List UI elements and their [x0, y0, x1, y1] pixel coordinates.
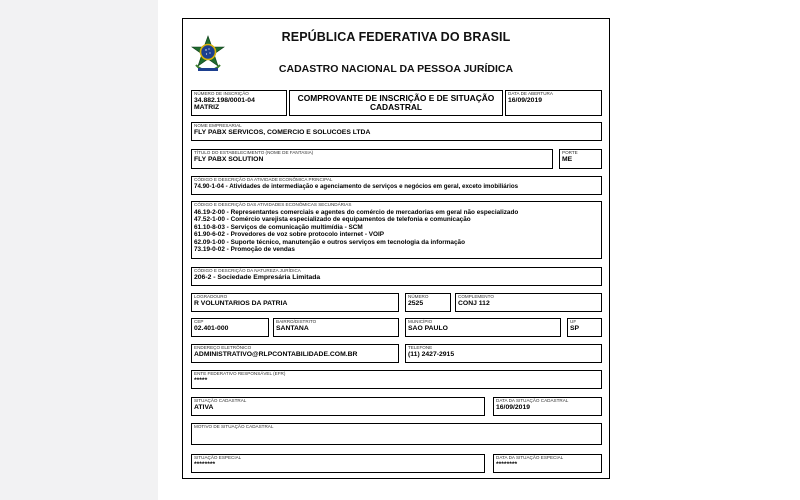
bairro-value: SANTANA [276, 325, 309, 332]
abertura-value: 16/09/2019 [508, 97, 543, 104]
municipio-label: MUNICÍPIO [408, 319, 433, 324]
telefone-value: (11) 2427-2915 [408, 351, 455, 358]
atividade-principal-value: 74.90-1-04 - Atividades de intermediação e agenciamento de serviços e negócios em geral, exceto imobiliários [194, 183, 519, 190]
motivo-label: MOTIVO DE SITUAÇÃO CADASTRAL [194, 424, 274, 429]
numero-value: 2525 [408, 300, 424, 307]
inscricao-tipo: MATRIZ [194, 104, 220, 111]
comprovante-title-line2: CADASTRAL [369, 102, 423, 112]
list-item: 61.10-8-03 - Serviços de comunicação multimídia - SCM [194, 223, 363, 231]
complemento-label: COMPLEMENTO [458, 294, 494, 299]
situacao-value: ATIVA [194, 404, 214, 411]
logradouro-label: LOGRADOURO [194, 294, 228, 299]
natureza-juridica-value: 206-2 - Sociedade Empresária Limitada [194, 274, 321, 281]
efr-value: ***** [194, 377, 208, 384]
abertura-box [505, 90, 602, 116]
left-panel [0, 0, 158, 500]
numero-box [405, 293, 451, 312]
cnpj-document [182, 18, 610, 479]
uf-value: SP [570, 325, 580, 332]
complemento-box [455, 293, 602, 312]
email-value: ADMINISTRATIVO@RLPCONTABILIDADE.COM.BR [194, 351, 358, 358]
email-box [191, 344, 399, 363]
situacao-box [191, 397, 485, 416]
comprovante-box [289, 90, 503, 116]
bairro-box [273, 318, 399, 337]
list-item: 62.09-1-00 - Suporte técnico, manutenção e outros serviços em tecnologia da informação [194, 238, 465, 246]
inscricao-value: 34.882.198/0001-04 [194, 97, 255, 104]
list-item: 73.19-0-02 - Promoção de vendas [194, 246, 295, 254]
logradouro-box [191, 293, 399, 312]
complemento-value: CONJ 112 [458, 300, 490, 307]
data-situacao-box [493, 397, 602, 416]
porte-label: PORTE [562, 150, 578, 155]
natureza-juridica-box [191, 267, 602, 286]
situacao-especial-box [191, 454, 485, 473]
telefone-label: TELEFONE [408, 345, 433, 350]
nome-empresarial-label: NOME EMPRESARIAL [194, 123, 242, 128]
atividades-secundarias-label: CÓDIGO E DESCRIÇÃO DAS ATIVIDADES ECONÔMICAS SECUNDÁRIAS [194, 202, 352, 207]
situacao-especial-label: SITUAÇÃO ESPECIAL [194, 455, 242, 460]
logradouro-value: R VOLUNTARIOS DA PATRIA [194, 300, 288, 307]
uf-label: UF [570, 319, 577, 324]
header-cadastro: CADASTRO NACIONAL DA PESSOA JURÍDICA [278, 63, 514, 75]
telefone-box [405, 344, 602, 363]
data-situacao-label: DATA DA SITUAÇÃO CADASTRAL [496, 398, 569, 403]
data-situacao-value: 16/09/2019 [496, 404, 531, 411]
fantasia-box [191, 149, 553, 169]
data-situacao-especial-value: ******** [496, 461, 518, 468]
motivo-box [191, 423, 602, 445]
list-item: 47.52-1-00 - Comércio varejista especializado de equipamentos de telefonia e comunicação [194, 216, 471, 224]
atividade-principal-box [191, 176, 602, 195]
inscricao-box [191, 90, 287, 116]
situacao-especial-value: ******** [194, 461, 216, 468]
porte-box [559, 149, 602, 169]
nome-empresarial-value: FLY PABX SERVICOS, COMERCIO E SOLUCOES LTDA [194, 129, 371, 136]
uf-box [567, 318, 602, 337]
atividades-secundarias-list [194, 209, 518, 253]
cep-label: CEP [194, 319, 204, 324]
list-item: 46.19-2-00 - Representantes comerciais e agentes do comércio de mercadorias em geral não especializado [194, 209, 519, 216]
atividades-secundarias-box [191, 201, 602, 259]
comprovante-title-line1: COMPROVANTE DE INSCRIÇÃO E DE SITUAÇÃO [297, 93, 495, 103]
natureza-juridica-label: CÓDIGO E DESCRIÇÃO DA NATUREZA JURÍDICA [194, 268, 301, 273]
header-republic: REPÚBLICA FEDERATIVA DO BRASIL [281, 30, 511, 44]
situacao-label: SITUAÇÃO CADASTRAL [194, 398, 247, 403]
data-situacao-especial-label: DATA DA SITUAÇÃO ESPECIAL [496, 455, 564, 460]
cep-value: 02.401-000 [194, 325, 229, 332]
atividade-principal-label: CÓDIGO E DESCRIÇÃO DA ATIVIDADE ECONÔMICA PRINCIPAL [194, 177, 333, 182]
nome-empresarial-box [191, 122, 602, 141]
efr-label: ENTE FEDERATIVO RESPONSÁVEL (EFR) [194, 371, 286, 376]
fantasia-label: TÍTULO DO ESTABELECIMENTO (NOME DE FANTASIA) [194, 150, 314, 155]
municipio-box [405, 318, 561, 337]
list-item: 61.90-6-02 - Provedores de voz sobre protocolo internet - VOIP [194, 231, 384, 239]
numero-label: NÚMERO [408, 294, 429, 299]
abertura-label: DATA DE ABERTURA [508, 91, 553, 96]
porte-value: ME [562, 156, 573, 163]
bairro-label: BAIRRO/DISTRITO [276, 319, 317, 324]
email-label: ENDEREÇO ELETRÔNICO [194, 345, 252, 350]
cep-box [191, 318, 269, 337]
data-situacao-especial-box [493, 454, 602, 473]
inscricao-label: NÚMERO DE INSCRIÇÃO [194, 91, 249, 96]
efr-box [191, 370, 602, 389]
fantasia-value: FLY PABX SOLUTION [194, 156, 264, 163]
municipio-value: SAO PAULO [408, 325, 448, 332]
